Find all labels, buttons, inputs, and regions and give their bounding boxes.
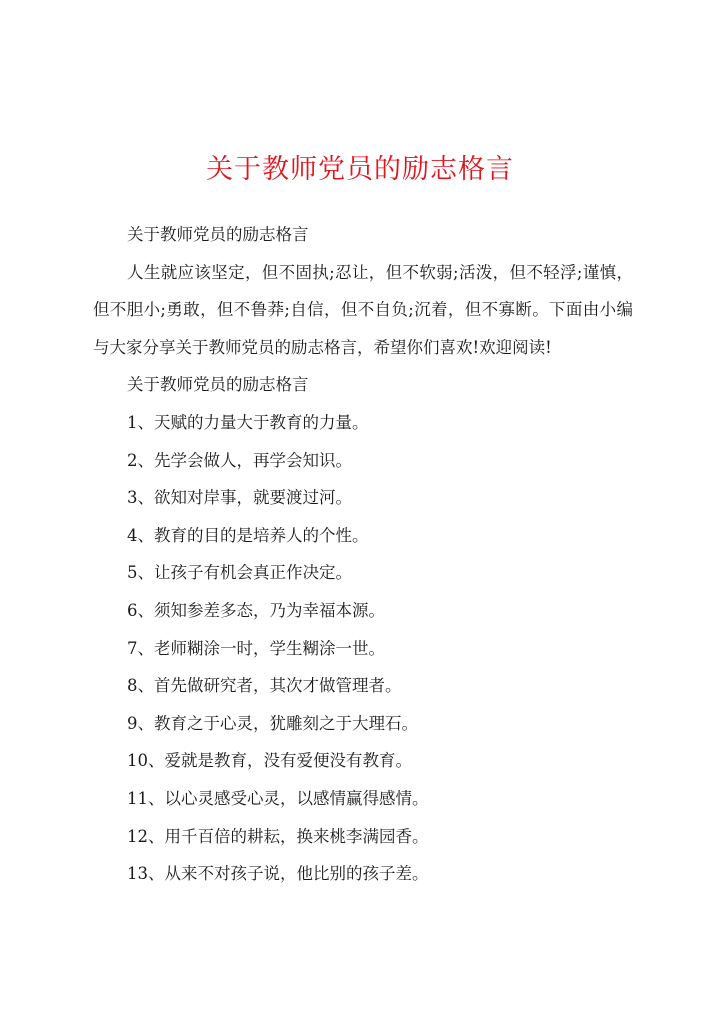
quote-item: 3、欲知对岸事，就要渡过河。 (127, 488, 352, 508)
quote-item: 1、天赋的力量大于教育的力量。 (127, 412, 369, 432)
quote-item: 2、先学会做人，再学会知识。 (127, 450, 352, 470)
quote-item: 4、教育的目的是培养人的个性。 (127, 525, 369, 545)
quote-item: 12、用千百倍的耕耘，换来桃李满园香。 (127, 826, 429, 846)
quote-item: 5、让孩子有机会真正作决定。 (127, 563, 352, 583)
quote-item: 13、从来不对孩子说，他比别的孩子差。 (127, 864, 429, 884)
quote-list (93, 404, 633, 893)
quote-item: 9、教育之于心灵，犹雕刻之于大理石。 (127, 713, 418, 733)
intro-paragraph: 人生就应该坚定，但不固执;忍让，但不软弱;活泼，但不轻浮;谨慎，但不胆小;勇敢，但不鲁莽;自信，但不自负;沉着，但不寡断。下面由小编与大家分享关于教师党员的励志格言，希望你们喜欢!欢迎阅读! (93, 262, 633, 357)
document-body (93, 216, 633, 893)
quote-item: 8、首先做研究者，其次才做管理者。 (127, 676, 402, 696)
quote-item: 10、爱就是教育，没有爱便没有教育。 (127, 751, 412, 771)
section-heading-1: 关于教师党员的励志格言 (127, 225, 309, 244)
document-title: 关于教师党员的励志格言 (206, 154, 514, 185)
quote-item: 6、须知参差多态，乃为幸福本源。 (127, 600, 385, 620)
section-heading-2: 关于教师党员的励志格言 (127, 375, 309, 395)
quote-item: 7、老师糊涂一时，学生糊涂一世。 (127, 638, 385, 658)
quote-item: 11、以心灵感受心灵，以感情赢得感情。 (127, 788, 429, 808)
